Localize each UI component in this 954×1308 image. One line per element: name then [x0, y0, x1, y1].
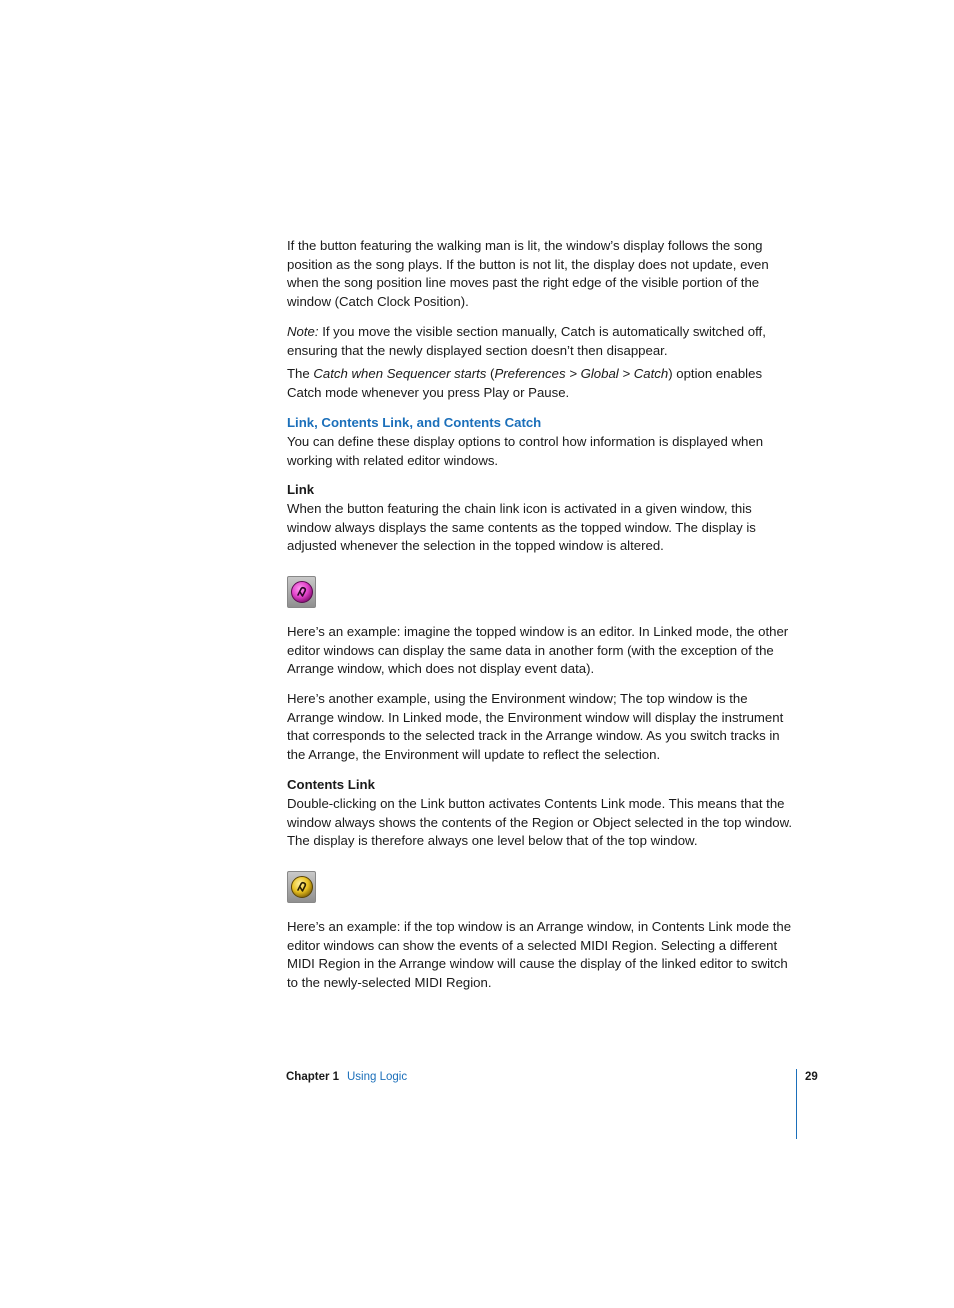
contents-link-example: Here’s an example: if the top window is an Arrange window, in Contents Link mode the editor windows can show the events of a selected MIDI Region. Selecting a different MIDI Region in the Arrange window will cause the display of the linked editor to switch to the newly-selected MIDI Region.	[287, 919, 792, 991]
note-label: Note:	[287, 324, 319, 339]
link-example-2: Here’s another example, using the Environment window; The top window is the Arrange window. In Linked mode, the Environment window will display the instrument that corresponds to the selected track in the Arrange window. As you switch tracks in the Arrange, the Environment will update to reflect the selection.	[287, 691, 784, 763]
link-example-1: Here’s an example: imagine the topped window is an editor. In Linked mode, the other editor windows can display the same data in another form (with the exception of the Arrange window, which does not display event data).	[287, 624, 789, 677]
section-intro: You can define these display options to control how information is displayed when working with related editor windows.	[287, 434, 764, 468]
contents-link-description: Double-clicking on the Link button activates Contents Link mode. This means that the window always shows the contents of the Region or Object selected in the top window. The display is therefore always one level below that of the top window.	[287, 796, 793, 849]
footer-chapter: Chapter 1	[286, 1071, 340, 1083]
link-icon	[290, 580, 314, 604]
link-heading: Link	[287, 482, 315, 497]
link-button-yellow-icon	[287, 871, 316, 903]
p3-open: (	[486, 366, 495, 381]
footer-page-number: 29	[805, 1071, 818, 1083]
contents-link-icon	[290, 875, 314, 899]
footer-divider	[796, 1069, 797, 1139]
contents-link-heading: Contents Link	[287, 777, 375, 792]
section-heading: Link, Contents Link, and Contents Catch	[287, 415, 542, 430]
p3-option-name: Catch when Sequencer starts	[313, 366, 487, 381]
link-description: When the button featuring the chain link icon is activated in a given window, this window always displays the same contents as the topped window. The display is adjusted whenever the selection in the topped window is altered.	[287, 501, 756, 554]
p3-the: The	[287, 366, 314, 381]
link-button-pink-icon	[287, 576, 316, 608]
p3-prefs-path: Preferences > Global > Catch	[494, 366, 669, 381]
paragraph-note	[287, 323, 797, 360]
paragraph-catch-when-sequencer	[287, 365, 797, 402]
footer-chapter-title: Using Logic	[347, 1071, 408, 1083]
note-text: If you move the visible section manually, Catch is automatically switched off, ensuring that the newly displayed section doesn’t then disappear.	[287, 324, 766, 358]
p3-rest: ) option enables Catch mode whenever you press Play or Pause.	[287, 366, 763, 400]
paragraph-catch-intro: If the button featuring the walking man is lit, the window’s display follows the song position as the song plays. If the button is not lit, the display does not update, even when the song position line moves past the right edge of the visible portion of the window (Catch Clock Position).	[287, 238, 769, 310]
